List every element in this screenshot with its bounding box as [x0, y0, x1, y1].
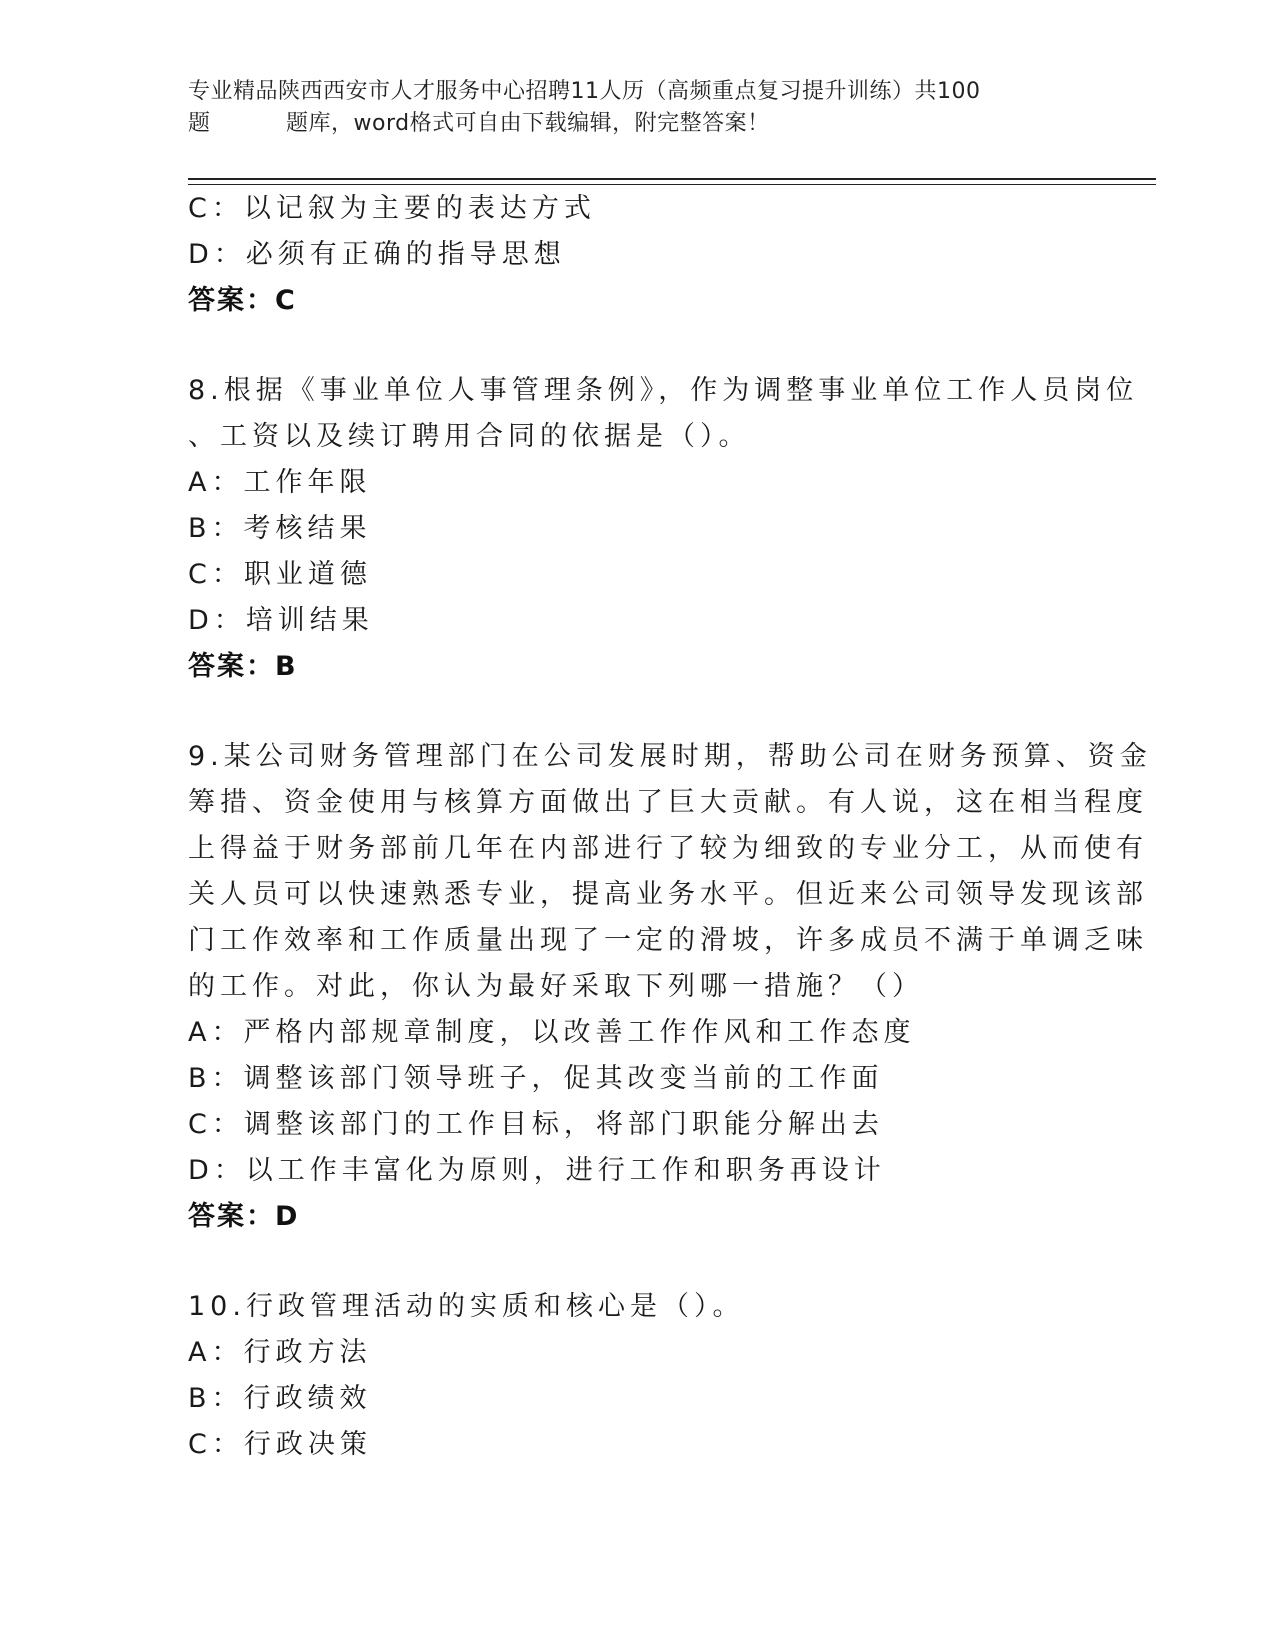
option-b: B：行政绩效 — [188, 1383, 372, 1414]
question-content — [188, 186, 1152, 1468]
header-divider-thin — [188, 184, 1156, 185]
spacer — [188, 1240, 1068, 1284]
option-a: A：严格内部规章制度，以改善工作作风和工作态度 — [188, 1017, 916, 1048]
header-title-line-2 — [188, 108, 1088, 140]
header-line-2-lead: 题 — [188, 111, 211, 136]
option-d: D：必须有正确的指导思想 — [188, 239, 566, 270]
question-stem: 8.根据《事业单位人事管理条例》，作为调整事业单位工作人员岗位 — [188, 375, 1139, 406]
question-10 — [188, 1284, 1068, 1468]
page-header — [188, 76, 1088, 140]
question-stem: 上得益于财务部前几年在内部进行了较为细致的专业分工，从而使有 — [188, 833, 1148, 864]
spacer — [188, 690, 1068, 734]
question-stem: 、工资以及续订聘用合同的依据是（）。 — [188, 421, 751, 452]
question-stem: 筹措、资金使用与核算方面做出了巨大贡献。有人说，这在相当程度 — [188, 787, 1148, 818]
answer-line: 答案：B — [188, 651, 298, 682]
option-d: D：以工作丰富化为原则，进行工作和职务再设计 — [188, 1155, 886, 1186]
question-stem: 门工作效率和工作质量出现了一定的滑坡，许多成员不满于单调乏味 — [188, 925, 1148, 956]
option-b: B：调整该部门领导班子，促其改变当前的工作面 — [188, 1063, 884, 1094]
answer-line: 答案：D — [188, 1201, 300, 1232]
option-c: C：调整该部门的工作目标，将部门职能分解出去 — [188, 1109, 884, 1140]
option-d: D：培训结果 — [188, 605, 374, 636]
option-c: C：行政决策 — [188, 1429, 372, 1460]
question-7-tail — [188, 186, 1068, 324]
question-stem: 10.行政管理活动的实质和核心是（）。 — [188, 1291, 745, 1322]
option-c: C：职业道德 — [188, 559, 372, 590]
question-9 — [188, 734, 1152, 1240]
spacer — [188, 324, 1068, 368]
option-c: C：以记叙为主要的表达方式 — [188, 193, 596, 224]
option-a: A：行政方法 — [188, 1337, 372, 1368]
question-stem: 的工作。对此，你认为最好采取下列哪一措施？（） — [188, 971, 924, 1002]
option-a: A：工作年限 — [188, 467, 372, 498]
header-title-line-1: 专业精品陕西西安市人才服务中心招聘11人历（高频重点复习提升训练）共100 — [188, 79, 981, 104]
question-stem: 9.某公司财务管理部门在公司发展时期，帮助公司在财务预算、资金 — [188, 741, 1152, 772]
option-b: B：考核结果 — [188, 513, 372, 544]
question-stem: 关人员可以快速熟悉专业，提高业务水平。但近来公司领导发现该部 — [188, 879, 1148, 910]
answer-line: 答案：C — [188, 285, 297, 316]
question-8 — [188, 368, 1139, 690]
header-divider-thick — [188, 178, 1156, 180]
header-line-2-rest: 题库，word格式可自由下载编辑，附完整答案！ — [286, 111, 770, 136]
